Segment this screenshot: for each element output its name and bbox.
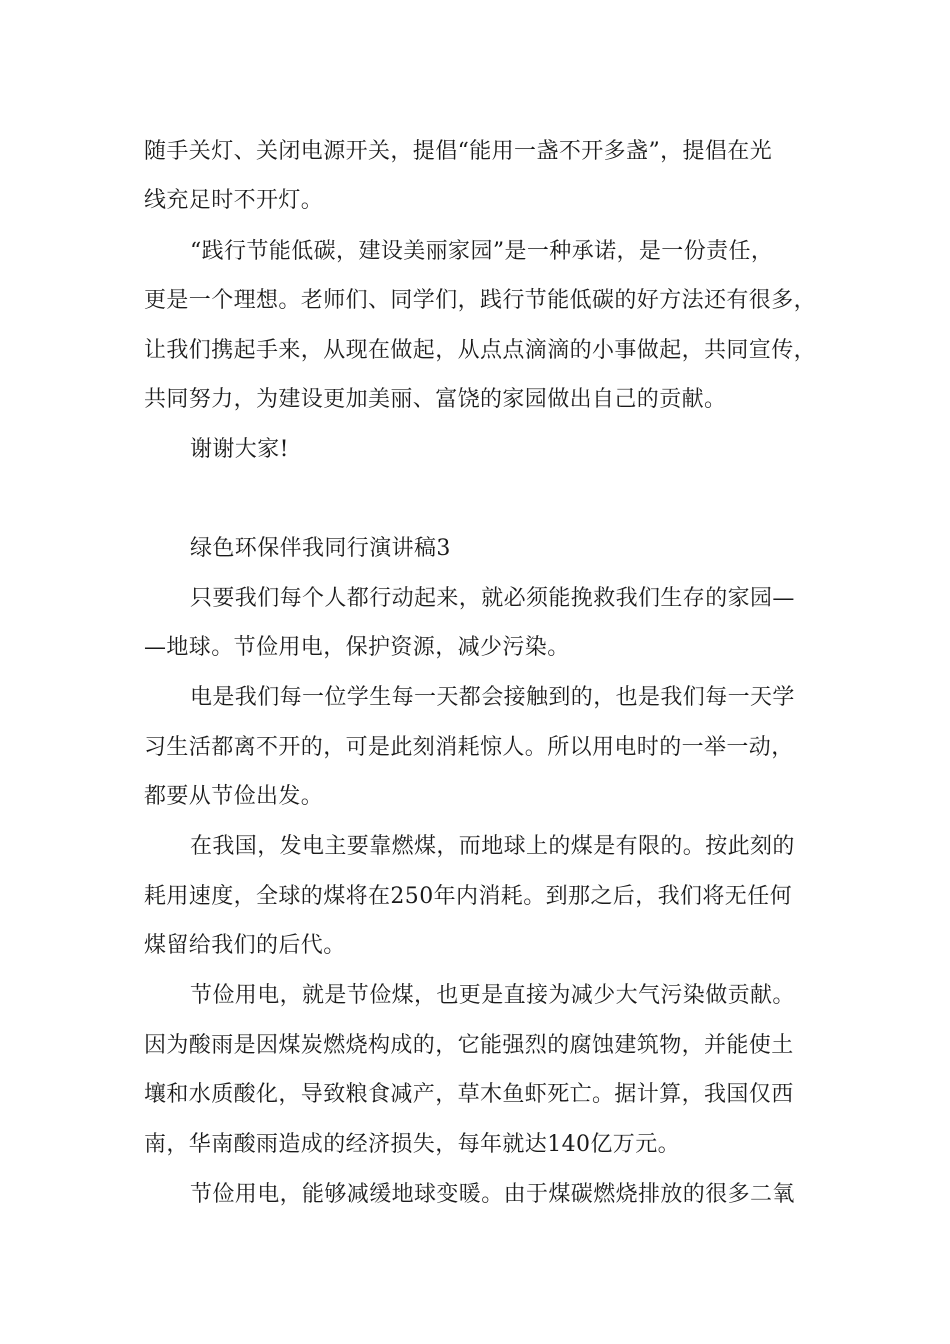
text-line: 壤和水质酸化，导致粮食减产，草木鱼虾死亡。据计算，我国仅西 — [144, 1082, 794, 1107]
text-line: 共同努力，为建设更加美丽、富饶的家园做出自己的贡献。 — [144, 387, 727, 412]
text-line: 随手关灯、关闭电源开关，提倡“能用一盏不开多盏”，提倡在光 — [144, 139, 773, 164]
text-line: 只要我们每个人都行动起来，就必须能挽救我们生存的家园— — [190, 586, 795, 611]
text-line: 节俭用电，能够减缓地球变暖。由于煤碳燃烧排放的很多二氧 — [190, 1182, 795, 1207]
text-line: 煤留给我们的后代。 — [144, 933, 346, 958]
text-line: “践行节能低碳，建设美丽家园”是一种承诺，是一份责任， — [190, 239, 774, 264]
text-line: 谢谢大家! — [190, 437, 289, 462]
text-line: 耗用速度，全球的煤将在250年内消耗。到那之后，我们将无任何 — [144, 884, 792, 909]
text-line: 让我们携起手来，从现在做起，从点点滴滴的小事做起，共同宣传， — [144, 338, 817, 363]
text-line: 在我国，发电主要靠燃煤，而地球上的煤是有限的。按此刻的 — [190, 834, 795, 859]
section-title: 绿色环保伴我同行演讲稿3 — [190, 536, 451, 561]
text-line: 电是我们每一位学生每一天都会接触到的，也是我们每一天学 — [190, 685, 795, 710]
text-line: —地球。节俭用电，保护资源，减少污染。 — [144, 635, 570, 660]
text-line: 节俭用电，就是节俭煤，也更是直接为减少大气污染做贡献。 — [190, 983, 795, 1008]
text-line: 因为酸雨是因煤炭燃烧构成的，它能强烈的腐蚀建筑物，并能使土 — [144, 1033, 794, 1058]
text-line: 都要从节俭出发。 — [144, 784, 324, 809]
text-line: 线充足时不开灯。 — [144, 188, 324, 213]
text-line: 习生活都离不开的，可是此刻消耗惊人。所以用电时的一举一动， — [144, 735, 794, 760]
text-line: 南，华南酸雨造成的经济损失，每年就达140亿万元。 — [144, 1132, 680, 1157]
text-line: 更是一个理想。老师们、同学们，践行节能低碳的好方法还有很多， — [144, 288, 817, 313]
